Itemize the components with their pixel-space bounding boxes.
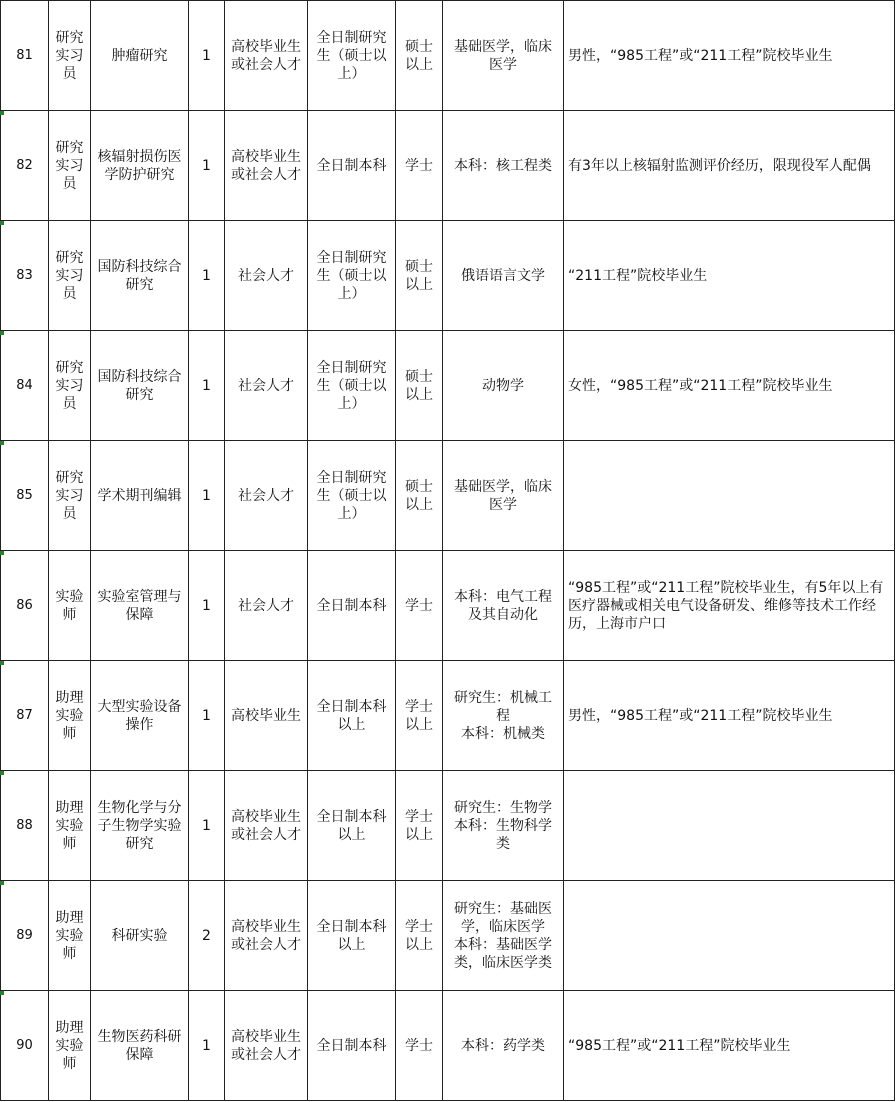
table-row [1, 441, 895, 551]
headcount-cell: 1 [189, 661, 225, 771]
position-cell: 研究 实习 员 [49, 111, 91, 221]
row-marker [0, 441, 4, 445]
position-cell: 实验 师 [49, 551, 91, 661]
requirements-cell: 男性，“985工程”或“211工程”院校毕业生 [564, 1, 895, 111]
row-marker [0, 331, 4, 335]
table-row [1, 111, 895, 221]
research-direction-cell: 大型实验设备 操作 [91, 661, 189, 771]
degree-cell: 学士 以上 [396, 881, 443, 991]
degree-cell: 学士 以上 [396, 771, 443, 881]
major-cell: 基础医学，临床 医学 [443, 441, 564, 551]
degree-cell: 硕士 以上 [396, 221, 443, 331]
major-cell: 本科：药学类 [443, 991, 564, 1101]
headcount-cell: 1 [189, 331, 225, 441]
major-cell: 本科：电气工程 及其自动化 [443, 551, 564, 661]
study-mode-cell: 全日制本科 以上 [308, 771, 396, 881]
headcount-cell: 1 [189, 441, 225, 551]
major-cell: 研究生：基础医 学，临床医学 本科：基础医学 类，临床医学类 [443, 881, 564, 991]
candidate-source-cell: 高校毕业生 或社会人才 [225, 881, 308, 991]
row-number-cell: 81 [1, 1, 49, 111]
headcount-cell: 1 [189, 1, 225, 111]
research-direction-cell: 科研实验 [91, 881, 189, 991]
degree-cell: 硕士 以上 [396, 1, 443, 111]
study-mode-cell: 全日制本科 以上 [308, 661, 396, 771]
position-cell: 助理 实验 师 [49, 771, 91, 881]
major-cell: 动物学 [443, 331, 564, 441]
study-mode-cell: 全日制本科 以上 [308, 881, 396, 991]
position-cell: 研究 实习 员 [49, 221, 91, 331]
requirements-cell [564, 771, 895, 881]
research-direction-cell: 国防科技综合 研究 [91, 221, 189, 331]
degree-cell: 学士 [396, 991, 443, 1101]
major-cell: 基础医学，临床 医学 [443, 1, 564, 111]
research-direction-cell: 生物医药科研 保障 [91, 991, 189, 1101]
candidate-source-cell: 社会人才 [225, 331, 308, 441]
row-marker [0, 551, 4, 555]
candidate-source-cell: 高校毕业生 或社会人才 [225, 771, 308, 881]
row-marker [0, 661, 4, 665]
study-mode-cell: 全日制研究 生（硕士以 上） [308, 441, 396, 551]
row-number-cell: 86 [1, 551, 49, 661]
row-number-cell: 87 [1, 661, 49, 771]
row-number-cell: 85 [1, 441, 49, 551]
position-cell: 研究 实习 员 [49, 441, 91, 551]
research-direction-cell: 实验室管理与 保障 [91, 551, 189, 661]
degree-cell: 硕士 以上 [396, 331, 443, 441]
headcount-cell: 1 [189, 771, 225, 881]
study-mode-cell: 全日制本科 [308, 551, 396, 661]
table-row [1, 551, 895, 661]
headcount-cell: 1 [189, 991, 225, 1101]
table-row [1, 1, 895, 111]
position-cell: 助理 实验 师 [49, 881, 91, 991]
row-marker [0, 881, 4, 885]
requirements-cell: “985工程”或“211工程”院校毕业生 [564, 991, 895, 1101]
headcount-cell: 1 [189, 551, 225, 661]
degree-cell: 学士 以上 [396, 661, 443, 771]
headcount-cell: 1 [189, 111, 225, 221]
position-cell: 助理 实验 师 [49, 661, 91, 771]
row-number-cell: 83 [1, 221, 49, 331]
row-marker [0, 111, 4, 115]
candidate-source-cell: 高校毕业生 或社会人才 [225, 111, 308, 221]
row-marker [0, 771, 4, 775]
major-cell: 本科：核工程类 [443, 111, 564, 221]
row-number-cell: 82 [1, 111, 49, 221]
table-row [1, 661, 895, 771]
research-direction-cell: 核辐射损伤医 学防护研究 [91, 111, 189, 221]
headcount-cell: 2 [189, 881, 225, 991]
study-mode-cell: 全日制本科 [308, 991, 396, 1101]
study-mode-cell: 全日制研究 生（硕士以 上） [308, 331, 396, 441]
candidate-source-cell: 高校毕业生 或社会人才 [225, 1, 308, 111]
requirements-cell: “211工程”院校毕业生 [564, 221, 895, 331]
study-mode-cell: 全日制研究 生（硕士以 上） [308, 1, 396, 111]
research-direction-cell: 生物化学与分 子生物学实验 研究 [91, 771, 189, 881]
position-cell: 研究 实习 员 [49, 331, 91, 441]
major-cell: 研究生：生物学 本科：生物科学 类 [443, 771, 564, 881]
position-cell: 助理 实验 师 [49, 991, 91, 1101]
table-row [1, 221, 895, 331]
degree-cell: 学士 [396, 551, 443, 661]
candidate-source-cell: 社会人才 [225, 551, 308, 661]
table-row [1, 771, 895, 881]
requirements-cell: 男性，“985工程”或“211工程”院校毕业生 [564, 661, 895, 771]
degree-cell: 学士 [396, 111, 443, 221]
research-direction-cell: 肿瘤研究 [91, 1, 189, 111]
requirements-cell [564, 441, 895, 551]
row-number-cell: 88 [1, 771, 49, 881]
row-number-cell: 84 [1, 331, 49, 441]
major-cell: 研究生：机械工 程 本科：机械类 [443, 661, 564, 771]
requirements-cell: “985工程”或“211工程”院校毕业生，有5年以上有医疗器械或相关电气设备研发、维修等技术工作经历，上海市户口 [564, 551, 895, 661]
candidate-source-cell: 社会人才 [225, 441, 308, 551]
research-direction-cell: 国防科技综合 研究 [91, 331, 189, 441]
row-number-cell: 90 [1, 991, 49, 1101]
study-mode-cell: 全日制本科 [308, 111, 396, 221]
study-mode-cell: 全日制研究 生（硕士以 上） [308, 221, 396, 331]
requirements-cell: 女性，“985工程”或“211工程”院校毕业生 [564, 331, 895, 441]
table-body [1, 1, 895, 1101]
requirements-cell [564, 881, 895, 991]
table-row [1, 991, 895, 1101]
candidate-source-cell: 社会人才 [225, 221, 308, 331]
row-marker [0, 221, 4, 225]
degree-cell: 硕士 以上 [396, 441, 443, 551]
headcount-cell: 1 [189, 221, 225, 331]
candidate-source-cell: 高校毕业生 [225, 661, 308, 771]
requirements-cell: 有3年以上核辐射监测评价经历，限现役军人配偶 [564, 111, 895, 221]
table-row [1, 881, 895, 991]
row-number-cell: 89 [1, 881, 49, 991]
position-cell: 研究 实习 员 [49, 1, 91, 111]
table-row [1, 331, 895, 441]
major-cell: 俄语语言文学 [443, 221, 564, 331]
candidate-source-cell: 高校毕业生 或社会人才 [225, 991, 308, 1101]
research-direction-cell: 学术期刊编辑 [91, 441, 189, 551]
row-marker [0, 991, 4, 995]
